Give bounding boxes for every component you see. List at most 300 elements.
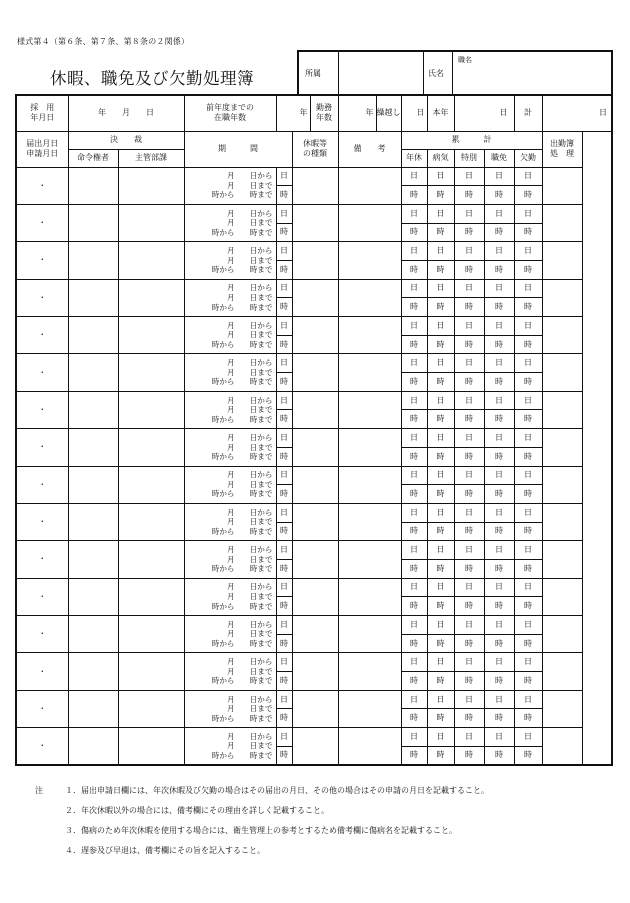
exempt-hours[interactable]: 時 xyxy=(484,186,514,205)
exempt-days[interactable]: 日 xyxy=(484,204,514,223)
leave-type-cell[interactable] xyxy=(292,204,338,241)
exempt-days[interactable]: 日 xyxy=(484,167,514,186)
authority-cell[interactable] xyxy=(68,728,118,765)
period-cell[interactable]: 月 日から 月 日まで 時から 時まで xyxy=(184,354,276,391)
authority-cell[interactable] xyxy=(68,167,118,204)
special-days[interactable]: 日 xyxy=(454,429,484,448)
exempt-days[interactable]: 日 xyxy=(484,391,514,410)
dept-cell[interactable] xyxy=(118,503,184,540)
attendance-process-cell[interactable] xyxy=(542,391,582,428)
annual-hours[interactable]: 時 xyxy=(401,709,427,728)
sick-days[interactable]: 日 xyxy=(427,690,454,709)
dept-cell[interactable] xyxy=(118,317,184,354)
period-cell[interactable]: 月 日から 月 日まで 時から 時まで xyxy=(184,279,276,316)
absence-hours[interactable]: 時 xyxy=(514,410,542,429)
period-cell[interactable]: 月 日から 月 日まで 時から 時まで xyxy=(184,653,276,690)
exempt-days[interactable]: 日 xyxy=(484,503,514,522)
tenure-field[interactable]: 年 xyxy=(338,95,376,131)
sick-days[interactable]: 日 xyxy=(427,391,454,410)
absence-hours[interactable]: 時 xyxy=(514,373,542,392)
special-days[interactable]: 日 xyxy=(454,167,484,186)
special-hours[interactable]: 時 xyxy=(454,522,484,541)
exempt-hours[interactable]: 時 xyxy=(484,709,514,728)
exempt-hours[interactable]: 時 xyxy=(484,559,514,578)
dept-cell[interactable] xyxy=(118,279,184,316)
absence-hours[interactable]: 時 xyxy=(514,709,542,728)
absence-days[interactable]: 日 xyxy=(514,503,542,522)
authority-cell[interactable] xyxy=(68,242,118,279)
annual-hours[interactable]: 時 xyxy=(401,746,427,765)
absence-days[interactable]: 日 xyxy=(514,728,542,747)
exempt-hours[interactable]: 時 xyxy=(484,447,514,466)
period-cell[interactable]: 月 日から 月 日まで 時から 時まで xyxy=(184,616,276,653)
period-hours-cell[interactable]: 時 xyxy=(276,186,292,205)
period-hours-cell[interactable]: 時 xyxy=(276,223,292,242)
period-hours-cell[interactable]: 時 xyxy=(276,559,292,578)
remarks-cell[interactable] xyxy=(338,690,401,727)
attendance-process-cell[interactable] xyxy=(542,242,582,279)
remarks-cell[interactable] xyxy=(338,167,401,204)
absence-hours[interactable]: 時 xyxy=(514,597,542,616)
exempt-days[interactable]: 日 xyxy=(484,354,514,373)
this-year-field[interactable]: 日 xyxy=(454,95,514,131)
authority-cell[interactable] xyxy=(68,466,118,503)
period-cell[interactable]: 月 日から 月 日まで 時から 時まで xyxy=(184,690,276,727)
absence-days[interactable]: 日 xyxy=(514,204,542,223)
leave-type-cell[interactable] xyxy=(292,317,338,354)
dept-cell[interactable] xyxy=(118,541,184,578)
exempt-days[interactable]: 日 xyxy=(484,578,514,597)
attendance-process-cell[interactable] xyxy=(542,204,582,241)
absence-hours[interactable]: 時 xyxy=(514,522,542,541)
sick-hours[interactable]: 時 xyxy=(427,447,454,466)
leave-type-cell[interactable] xyxy=(292,167,338,204)
period-days-cell[interactable]: 日 xyxy=(276,616,292,635)
annual-days[interactable]: 日 xyxy=(401,541,427,560)
sick-days[interactable]: 日 xyxy=(427,279,454,298)
period-days-cell[interactable]: 日 xyxy=(276,728,292,747)
special-days[interactable]: 日 xyxy=(454,616,484,635)
special-days[interactable]: 日 xyxy=(454,317,484,336)
period-cell[interactable]: 月 日から 月 日まで 時から 時まで xyxy=(184,317,276,354)
absence-hours[interactable]: 時 xyxy=(514,260,542,279)
name-field[interactable] xyxy=(455,52,605,92)
exempt-days[interactable]: 日 xyxy=(484,653,514,672)
period-hours-cell[interactable]: 時 xyxy=(276,298,292,317)
annual-hours[interactable]: 時 xyxy=(401,672,427,691)
apply-date-cell[interactable]: ・ xyxy=(16,653,68,690)
absence-days[interactable]: 日 xyxy=(514,653,542,672)
exempt-days[interactable]: 日 xyxy=(484,317,514,336)
dept-cell[interactable] xyxy=(118,242,184,279)
sick-days[interactable]: 日 xyxy=(427,354,454,373)
special-hours[interactable]: 時 xyxy=(454,597,484,616)
annual-days[interactable]: 日 xyxy=(401,653,427,672)
attendance-process-cell[interactable] xyxy=(542,653,582,690)
attendance-process-cell[interactable] xyxy=(542,541,582,578)
absence-hours[interactable]: 時 xyxy=(514,298,542,317)
leave-type-cell[interactable] xyxy=(292,503,338,540)
attendance-process-cell[interactable] xyxy=(542,466,582,503)
annual-hours[interactable]: 時 xyxy=(401,597,427,616)
dept-cell[interactable] xyxy=(118,354,184,391)
special-hours[interactable]: 時 xyxy=(454,186,484,205)
sick-days[interactable]: 日 xyxy=(427,242,454,261)
absence-days[interactable]: 日 xyxy=(514,578,542,597)
apply-date-cell[interactable]: ・ xyxy=(16,354,68,391)
apply-date-cell[interactable]: ・ xyxy=(16,690,68,727)
remarks-cell[interactable] xyxy=(338,541,401,578)
leave-type-cell[interactable] xyxy=(292,578,338,615)
sick-hours[interactable]: 時 xyxy=(427,260,454,279)
sick-hours[interactable]: 時 xyxy=(427,485,454,504)
apply-date-cell[interactable]: ・ xyxy=(16,317,68,354)
apply-date-cell[interactable]: ・ xyxy=(16,204,68,241)
authority-cell[interactable] xyxy=(68,616,118,653)
annual-days[interactable]: 日 xyxy=(401,429,427,448)
absence-hours[interactable]: 時 xyxy=(514,335,542,354)
special-hours[interactable]: 時 xyxy=(454,298,484,317)
leave-type-cell[interactable] xyxy=(292,466,338,503)
carryover-field[interactable]: 日 xyxy=(401,95,427,131)
absence-days[interactable]: 日 xyxy=(514,429,542,448)
leave-type-cell[interactable] xyxy=(292,541,338,578)
annual-hours[interactable]: 時 xyxy=(401,260,427,279)
remarks-cell[interactable] xyxy=(338,728,401,765)
annual-days[interactable]: 日 xyxy=(401,503,427,522)
annual-days[interactable]: 日 xyxy=(401,242,427,261)
attendance-process-cell[interactable] xyxy=(542,429,582,466)
annual-days[interactable]: 日 xyxy=(401,167,427,186)
period-days-cell[interactable]: 日 xyxy=(276,167,292,186)
exempt-hours[interactable]: 時 xyxy=(484,485,514,504)
leave-type-cell[interactable] xyxy=(292,242,338,279)
remarks-cell[interactable] xyxy=(338,503,401,540)
absence-hours[interactable]: 時 xyxy=(514,672,542,691)
annual-hours[interactable]: 時 xyxy=(401,335,427,354)
absence-hours[interactable]: 時 xyxy=(514,485,542,504)
annual-hours[interactable]: 時 xyxy=(401,298,427,317)
absence-days[interactable]: 日 xyxy=(514,279,542,298)
special-days[interactable]: 日 xyxy=(454,354,484,373)
exempt-hours[interactable]: 時 xyxy=(484,410,514,429)
attendance-process-cell[interactable] xyxy=(542,503,582,540)
exempt-days[interactable]: 日 xyxy=(484,541,514,560)
exempt-days[interactable]: 日 xyxy=(484,242,514,261)
remarks-cell[interactable] xyxy=(338,354,401,391)
apply-date-cell[interactable]: ・ xyxy=(16,503,68,540)
annual-days[interactable]: 日 xyxy=(401,616,427,635)
sick-days[interactable]: 日 xyxy=(427,653,454,672)
absence-hours[interactable]: 時 xyxy=(514,634,542,653)
absence-days[interactable]: 日 xyxy=(514,242,542,261)
sick-hours[interactable]: 時 xyxy=(427,522,454,541)
dept-cell[interactable] xyxy=(118,728,184,765)
dept-cell[interactable] xyxy=(118,578,184,615)
period-days-cell[interactable]: 日 xyxy=(276,503,292,522)
period-days-cell[interactable]: 日 xyxy=(276,541,292,560)
remarks-cell[interactable] xyxy=(338,653,401,690)
period-days-cell[interactable]: 日 xyxy=(276,578,292,597)
annual-days[interactable]: 日 xyxy=(401,578,427,597)
period-days-cell[interactable]: 日 xyxy=(276,653,292,672)
special-hours[interactable]: 時 xyxy=(454,672,484,691)
period-days-cell[interactable]: 日 xyxy=(276,279,292,298)
annual-days[interactable]: 日 xyxy=(401,354,427,373)
period-hours-cell[interactable]: 時 xyxy=(276,447,292,466)
sick-days[interactable]: 日 xyxy=(427,466,454,485)
annual-hours[interactable]: 時 xyxy=(401,485,427,504)
annual-hours[interactable]: 時 xyxy=(401,559,427,578)
sick-hours[interactable]: 時 xyxy=(427,186,454,205)
period-hours-cell[interactable]: 時 xyxy=(276,410,292,429)
absence-days[interactable]: 日 xyxy=(514,690,542,709)
leave-type-cell[interactable] xyxy=(292,616,338,653)
period-hours-cell[interactable]: 時 xyxy=(276,746,292,765)
absence-days[interactable]: 日 xyxy=(514,317,542,336)
authority-cell[interactable] xyxy=(68,279,118,316)
authority-cell[interactable] xyxy=(68,354,118,391)
special-days[interactable]: 日 xyxy=(454,503,484,522)
period-cell[interactable]: 月 日から 月 日まで 時から 時まで xyxy=(184,578,276,615)
sick-hours[interactable]: 時 xyxy=(427,672,454,691)
sick-days[interactable]: 日 xyxy=(427,429,454,448)
apply-date-cell[interactable]: ・ xyxy=(16,466,68,503)
special-days[interactable]: 日 xyxy=(454,391,484,410)
special-days[interactable]: 日 xyxy=(454,279,484,298)
exempt-hours[interactable]: 時 xyxy=(484,298,514,317)
sick-days[interactable]: 日 xyxy=(427,616,454,635)
attendance-process-cell[interactable] xyxy=(542,616,582,653)
apply-date-cell[interactable]: ・ xyxy=(16,541,68,578)
period-hours-cell[interactable]: 時 xyxy=(276,709,292,728)
special-hours[interactable]: 時 xyxy=(454,559,484,578)
sick-days[interactable]: 日 xyxy=(427,317,454,336)
special-days[interactable]: 日 xyxy=(454,204,484,223)
exempt-days[interactable]: 日 xyxy=(484,429,514,448)
prior-service-field[interactable]: 年 xyxy=(276,95,310,131)
absence-days[interactable]: 日 xyxy=(514,391,542,410)
absence-days[interactable]: 日 xyxy=(514,616,542,635)
special-days[interactable]: 日 xyxy=(454,466,484,485)
apply-date-cell[interactable]: ・ xyxy=(16,167,68,204)
authority-cell[interactable] xyxy=(68,429,118,466)
apply-date-cell[interactable]: ・ xyxy=(16,728,68,765)
exempt-days[interactable]: 日 xyxy=(484,466,514,485)
apply-date-cell[interactable]: ・ xyxy=(16,578,68,615)
annual-days[interactable]: 日 xyxy=(401,466,427,485)
sick-hours[interactable]: 時 xyxy=(427,223,454,242)
sick-hours[interactable]: 時 xyxy=(427,597,454,616)
remarks-cell[interactable] xyxy=(338,317,401,354)
absence-hours[interactable]: 時 xyxy=(514,746,542,765)
leave-type-cell[interactable] xyxy=(292,279,338,316)
annual-days[interactable]: 日 xyxy=(401,690,427,709)
absence-days[interactable]: 日 xyxy=(514,354,542,373)
remarks-cell[interactable] xyxy=(338,466,401,503)
exempt-days[interactable]: 日 xyxy=(484,616,514,635)
special-days[interactable]: 日 xyxy=(454,242,484,261)
leave-type-cell[interactable] xyxy=(292,653,338,690)
special-hours[interactable]: 時 xyxy=(454,634,484,653)
period-cell[interactable]: 月 日から 月 日まで 時から 時まで xyxy=(184,242,276,279)
apply-date-cell[interactable]: ・ xyxy=(16,242,68,279)
sick-hours[interactable]: 時 xyxy=(427,559,454,578)
dept-cell[interactable] xyxy=(118,429,184,466)
absence-hours[interactable]: 時 xyxy=(514,223,542,242)
attendance-process-cell[interactable] xyxy=(542,317,582,354)
absence-days[interactable]: 日 xyxy=(514,541,542,560)
period-cell[interactable]: 月 日から 月 日まで 時から 時まで xyxy=(184,167,276,204)
period-days-cell[interactable]: 日 xyxy=(276,391,292,410)
period-days-cell[interactable]: 日 xyxy=(276,429,292,448)
period-hours-cell[interactable]: 時 xyxy=(276,260,292,279)
sick-days[interactable]: 日 xyxy=(427,728,454,747)
period-hours-cell[interactable]: 時 xyxy=(276,335,292,354)
period-cell[interactable]: 月 日から 月 日まで 時から 時まで xyxy=(184,728,276,765)
dept-cell[interactable] xyxy=(118,391,184,428)
sick-days[interactable]: 日 xyxy=(427,167,454,186)
affiliation-field[interactable] xyxy=(340,52,422,92)
leave-type-cell[interactable] xyxy=(292,690,338,727)
period-hours-cell[interactable]: 時 xyxy=(276,522,292,541)
attendance-process-cell[interactable] xyxy=(542,354,582,391)
authority-cell[interactable] xyxy=(68,690,118,727)
attendance-process-cell[interactable] xyxy=(542,690,582,727)
dept-cell[interactable] xyxy=(118,690,184,727)
annual-hours[interactable]: 時 xyxy=(401,373,427,392)
special-hours[interactable]: 時 xyxy=(454,485,484,504)
apply-date-cell[interactable]: ・ xyxy=(16,429,68,466)
absence-days[interactable]: 日 xyxy=(514,466,542,485)
period-days-cell[interactable]: 日 xyxy=(276,317,292,336)
sick-days[interactable]: 日 xyxy=(427,578,454,597)
sick-days[interactable]: 日 xyxy=(427,541,454,560)
sick-hours[interactable]: 時 xyxy=(427,634,454,653)
remarks-cell[interactable] xyxy=(338,429,401,466)
period-days-cell[interactable]: 日 xyxy=(276,204,292,223)
sick-hours[interactable]: 時 xyxy=(427,373,454,392)
attendance-process-cell[interactable] xyxy=(542,167,582,204)
leave-type-cell[interactable] xyxy=(292,429,338,466)
annual-hours[interactable]: 時 xyxy=(401,223,427,242)
exempt-hours[interactable]: 時 xyxy=(484,746,514,765)
authority-cell[interactable] xyxy=(68,541,118,578)
sick-days[interactable]: 日 xyxy=(427,204,454,223)
attendance-process-cell[interactable] xyxy=(542,279,582,316)
remarks-cell[interactable] xyxy=(338,578,401,615)
special-hours[interactable]: 時 xyxy=(454,746,484,765)
authority-cell[interactable] xyxy=(68,317,118,354)
annual-days[interactable]: 日 xyxy=(401,391,427,410)
remarks-cell[interactable] xyxy=(338,616,401,653)
annual-hours[interactable]: 時 xyxy=(401,186,427,205)
annual-hours[interactable]: 時 xyxy=(401,522,427,541)
period-hours-cell[interactable]: 時 xyxy=(276,373,292,392)
exempt-hours[interactable]: 時 xyxy=(484,223,514,242)
period-days-cell[interactable]: 日 xyxy=(276,242,292,261)
remarks-cell[interactable] xyxy=(338,279,401,316)
annual-hours[interactable]: 時 xyxy=(401,410,427,429)
annual-days[interactable]: 日 xyxy=(401,728,427,747)
apply-date-cell[interactable]: ・ xyxy=(16,391,68,428)
period-hours-cell[interactable]: 時 xyxy=(276,634,292,653)
special-hours[interactable]: 時 xyxy=(454,335,484,354)
special-hours[interactable]: 時 xyxy=(454,373,484,392)
dept-cell[interactable] xyxy=(118,204,184,241)
annual-hours[interactable]: 時 xyxy=(401,447,427,466)
period-cell[interactable]: 月 日から 月 日まで 時から 時まで xyxy=(184,503,276,540)
exempt-hours[interactable]: 時 xyxy=(484,522,514,541)
period-days-cell[interactable]: 日 xyxy=(276,354,292,373)
total-field[interactable]: 日 xyxy=(542,95,612,131)
exempt-days[interactable]: 日 xyxy=(484,728,514,747)
special-days[interactable]: 日 xyxy=(454,653,484,672)
sick-hours[interactable]: 時 xyxy=(427,746,454,765)
dept-cell[interactable] xyxy=(118,466,184,503)
special-days[interactable]: 日 xyxy=(454,690,484,709)
special-hours[interactable]: 時 xyxy=(454,260,484,279)
special-days[interactable]: 日 xyxy=(454,728,484,747)
hire-date-field[interactable]: 年 月 日 xyxy=(68,95,184,131)
exempt-hours[interactable]: 時 xyxy=(484,373,514,392)
period-days-cell[interactable]: 日 xyxy=(276,690,292,709)
special-days[interactable]: 日 xyxy=(454,541,484,560)
exempt-hours[interactable]: 時 xyxy=(484,597,514,616)
period-hours-cell[interactable]: 時 xyxy=(276,672,292,691)
special-hours[interactable]: 時 xyxy=(454,410,484,429)
dept-cell[interactable] xyxy=(118,616,184,653)
special-hours[interactable]: 時 xyxy=(454,709,484,728)
period-days-cell[interactable]: 日 xyxy=(276,466,292,485)
apply-date-cell[interactable]: ・ xyxy=(16,616,68,653)
leave-type-cell[interactable] xyxy=(292,391,338,428)
authority-cell[interactable] xyxy=(68,503,118,540)
annual-days[interactable]: 日 xyxy=(401,204,427,223)
period-cell[interactable]: 月 日から 月 日まで 時から 時まで xyxy=(184,541,276,578)
sick-hours[interactable]: 時 xyxy=(427,298,454,317)
leave-type-cell[interactable] xyxy=(292,354,338,391)
authority-cell[interactable] xyxy=(68,653,118,690)
annual-days[interactable]: 日 xyxy=(401,279,427,298)
exempt-hours[interactable]: 時 xyxy=(484,634,514,653)
period-hours-cell[interactable]: 時 xyxy=(276,597,292,616)
exempt-days[interactable]: 日 xyxy=(484,690,514,709)
period-cell[interactable]: 月 日から 月 日まで 時から 時まで xyxy=(184,391,276,428)
authority-cell[interactable] xyxy=(68,391,118,428)
sick-hours[interactable]: 時 xyxy=(427,709,454,728)
absence-hours[interactable]: 時 xyxy=(514,559,542,578)
absence-hours[interactable]: 時 xyxy=(514,447,542,466)
period-hours-cell[interactable]: 時 xyxy=(276,485,292,504)
remarks-cell[interactable] xyxy=(338,204,401,241)
special-days[interactable]: 日 xyxy=(454,578,484,597)
sick-hours[interactable]: 時 xyxy=(427,335,454,354)
exempt-hours[interactable]: 時 xyxy=(484,672,514,691)
sick-hours[interactable]: 時 xyxy=(427,410,454,429)
remarks-cell[interactable] xyxy=(338,391,401,428)
remarks-cell[interactable] xyxy=(338,242,401,279)
leave-type-cell[interactable] xyxy=(292,728,338,765)
dept-cell[interactable] xyxy=(118,653,184,690)
annual-days[interactable]: 日 xyxy=(401,317,427,336)
annual-hours[interactable]: 時 xyxy=(401,634,427,653)
special-hours[interactable]: 時 xyxy=(454,447,484,466)
special-hours[interactable]: 時 xyxy=(454,223,484,242)
period-cell[interactable]: 月 日から 月 日まで 時から 時まで xyxy=(184,466,276,503)
attendance-process-cell[interactable] xyxy=(542,728,582,765)
sick-days[interactable]: 日 xyxy=(427,503,454,522)
